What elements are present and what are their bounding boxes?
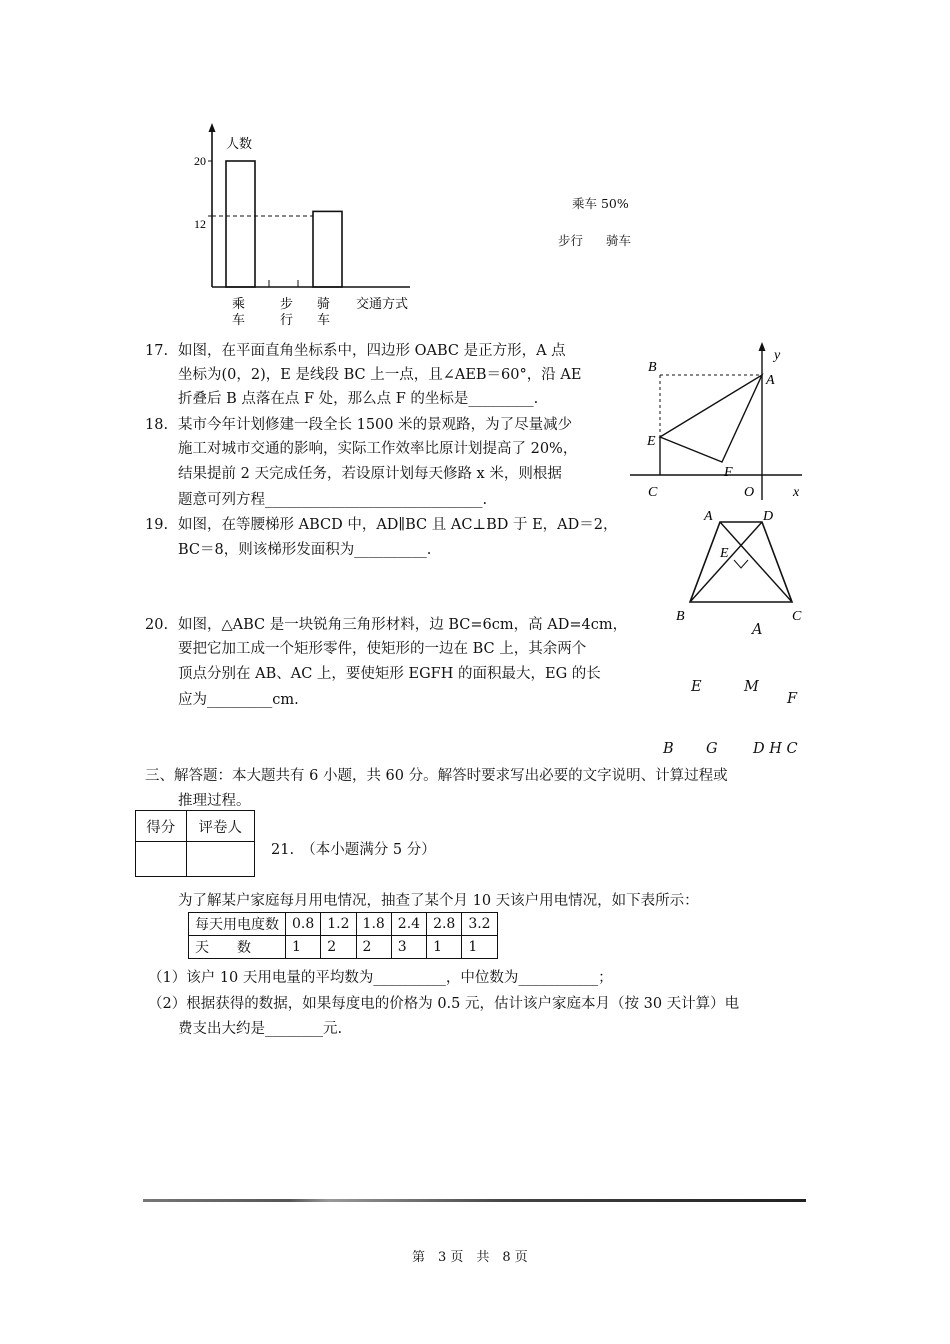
label-E: E bbox=[647, 434, 656, 449]
label-C: C bbox=[792, 609, 802, 624]
row-header-usage: 每天用电度数 bbox=[189, 913, 286, 936]
q21-title: 21. （本小题满分 5 分） bbox=[271, 842, 436, 858]
grade-score-cell[interactable] bbox=[136, 842, 187, 877]
y-axis-arrow bbox=[209, 123, 216, 132]
label-O: O bbox=[744, 485, 755, 500]
q20-label-F: F bbox=[787, 691, 798, 707]
table-cell: 1.2 bbox=[321, 913, 356, 936]
tick-label-12: 12 bbox=[194, 217, 206, 231]
label-F: F bbox=[724, 465, 733, 480]
q17-line-1: 如图，在平面直角坐标系中，四边形 OABC 是正方形，A 点 bbox=[178, 343, 566, 359]
q17-line-2: 坐标为(0，2)，E 是线段 BC 上一点，且∠AEB＝60°，沿 AE bbox=[178, 367, 582, 383]
trapezoid-ABCD bbox=[690, 522, 792, 602]
q20-number: 20. bbox=[145, 617, 169, 633]
q17-figure bbox=[630, 340, 810, 505]
diagonal-BD bbox=[690, 522, 762, 602]
bar-骑车 bbox=[313, 211, 342, 287]
category-label-ride-2: 车 bbox=[232, 312, 246, 327]
q20-line-4: 应为_________cm. bbox=[178, 692, 299, 708]
label-C: C bbox=[648, 485, 658, 500]
table-cell: 2.4 bbox=[391, 913, 426, 936]
q20-label-DHC: D H C bbox=[753, 741, 798, 757]
x-axis-label: 交通方式 bbox=[356, 296, 409, 311]
q17-number: 17. bbox=[145, 343, 169, 359]
row-header-days: 天 数 bbox=[189, 936, 286, 959]
q21-data-table bbox=[188, 912, 498, 959]
q18-line-1: 某市今年计划修建一段全长 1500 米的景观路，为了尽量减少 bbox=[178, 417, 573, 433]
q20-label-B: B bbox=[663, 741, 674, 757]
q18-line-2: 施工对城市交通的影响，实际工作效率比原计划提高了 20%， bbox=[178, 441, 578, 457]
q20-label-M: M bbox=[744, 679, 759, 695]
pie-label-ride: 乘车 50% bbox=[572, 196, 629, 211]
pie-label-walk: 步行 bbox=[558, 233, 584, 248]
page-number: 第 3 页 共 8 页 bbox=[412, 1250, 528, 1265]
q17-line-3: 折叠后 B 点落在点 F 处，那么点 F 的坐标是_________. bbox=[178, 391, 539, 407]
q20-line-3: 顶点分别在 AB、AC 上，要使矩形 EGFH 的面积最大，EG 的长 bbox=[178, 666, 601, 682]
q20-label-E: E bbox=[691, 679, 702, 695]
category-label-bike-1: 骑 bbox=[317, 296, 331, 311]
grade-grader-header: 评卷人 bbox=[186, 811, 254, 842]
section3-line-1: 三、解答题：本大题共有 6 小题，共 60 分。解答时要求写出必要的文字说明、计算过程或 bbox=[145, 768, 728, 784]
table-cell: 2.8 bbox=[427, 913, 462, 936]
q18-number: 18. bbox=[145, 417, 169, 433]
category-label-walk-2: 行 bbox=[280, 312, 294, 327]
category-label-ride-1: 乘 bbox=[232, 296, 246, 311]
section3-line-2: 推理过程。 bbox=[178, 793, 251, 809]
q19-figure bbox=[670, 502, 815, 632]
table-row bbox=[189, 936, 498, 959]
label-y: y bbox=[774, 348, 781, 363]
y-axis-label: 人数 bbox=[226, 136, 253, 151]
q21-part-1: （1）该户 10 天用电量的平均数为__________，中位数为___________； bbox=[148, 970, 613, 986]
table-cell: 3 bbox=[391, 936, 426, 959]
tick-label-20: 20 bbox=[194, 154, 206, 168]
q20-label-A: A bbox=[752, 622, 763, 638]
q21-part-2-line-1: （2）根据获得的数据，如果每度电的价格为 0.5 元，估计该户家庭本月（按 30 天计算）电 bbox=[148, 996, 740, 1012]
label-A: A bbox=[766, 373, 775, 388]
label-D: D bbox=[763, 509, 774, 524]
grade-grader-cell[interactable] bbox=[186, 842, 254, 877]
label-B: B bbox=[648, 360, 657, 375]
grade-score-header: 得分 bbox=[136, 811, 187, 842]
q19-line-2: BC＝8，则该梯形发面积为__________. bbox=[178, 542, 432, 558]
y-axis-arrow bbox=[759, 342, 766, 351]
bar-乘车 bbox=[226, 161, 255, 287]
table-cell: 1 bbox=[427, 936, 462, 959]
label-E: E bbox=[720, 546, 729, 561]
label-A: A bbox=[704, 509, 713, 524]
table-cell: 3.2 bbox=[462, 913, 497, 936]
q19-number: 19. bbox=[145, 517, 169, 533]
table-cell: 1 bbox=[462, 936, 497, 959]
q20-line-1: 如图，△ABC 是一块锐角三角形材料，边 BC=6cm，高 AD=4cm， bbox=[178, 617, 628, 633]
category-label-walk-1: 步 bbox=[280, 296, 294, 311]
right-angle-mark bbox=[734, 560, 748, 568]
table-cell: 2 bbox=[321, 936, 356, 959]
category-label-bike-2: 车 bbox=[317, 312, 331, 327]
label-B: B bbox=[676, 609, 685, 624]
q21-intro: 为了解某户家庭每月用电情况，抽查了某个月 10 天该户用电情况，如下表所示： bbox=[178, 893, 699, 909]
q21-part-2-line-2: 费支出大约是________元. bbox=[178, 1021, 343, 1037]
diagonal-AC bbox=[720, 522, 792, 602]
q20-label-G: G bbox=[706, 741, 718, 757]
q18-line-4: 题意可列方程______________________________. bbox=[178, 492, 488, 508]
grade-table bbox=[135, 810, 255, 877]
table-cell: 1.8 bbox=[356, 913, 391, 936]
table-cell: 0.8 bbox=[286, 913, 321, 936]
table-row bbox=[189, 913, 498, 936]
table-cell: 1 bbox=[286, 936, 321, 959]
q20-line-2: 要把它加工成一个矩形零件，使矩形的一边在 BC 上，其余两个 bbox=[178, 641, 587, 657]
q18-line-3: 结果提前 2 天完成任务，若设原计划每天修路 x 米，则根据 bbox=[178, 466, 562, 482]
footer-rule bbox=[143, 1199, 806, 1202]
folded-triangle bbox=[660, 375, 762, 462]
bar-chart bbox=[180, 120, 430, 335]
label-x: x bbox=[793, 485, 800, 500]
table-cell: 2 bbox=[356, 936, 391, 959]
q19-line-1: 如图，在等腰梯形 ABCD 中，AD∥BC 且 AC⊥BD 于 E，AD＝2， bbox=[178, 517, 618, 533]
pie-label-bike: 骑车 bbox=[606, 233, 632, 248]
